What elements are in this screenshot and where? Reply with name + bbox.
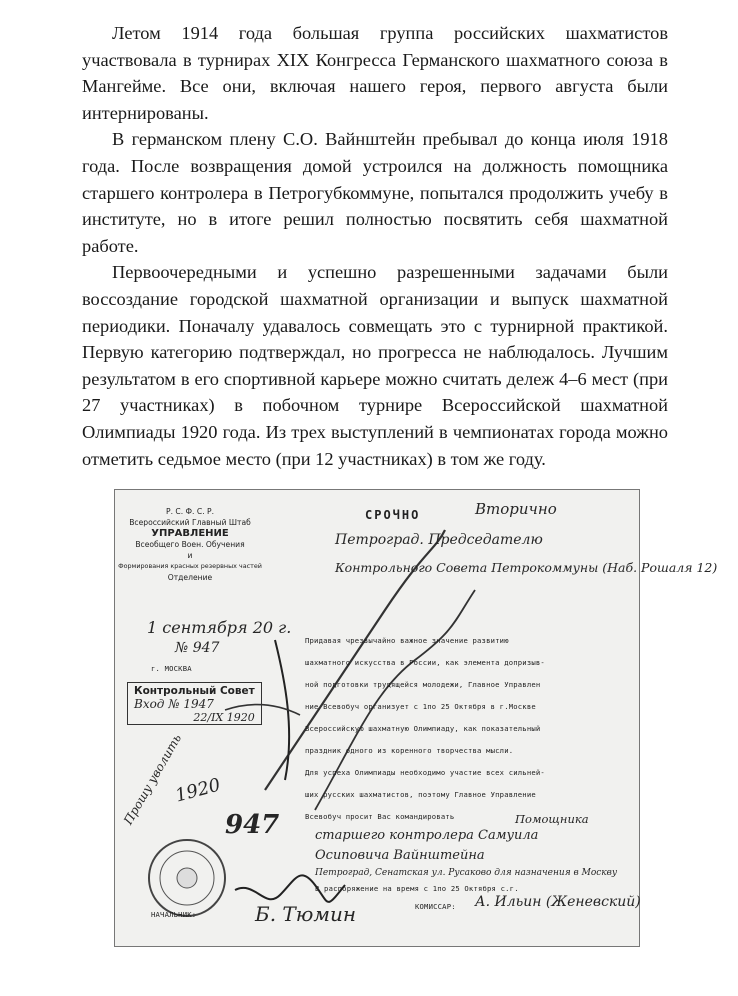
typed-body <box>305 630 545 828</box>
body-line: ших русских шахматистов, поэтому Главное Управление <box>305 790 536 799</box>
headquarters-stamp <box>115 506 265 583</box>
commissar-signature: А. Ильин (Женевский) <box>475 894 641 910</box>
control-council-title: Контрольный Совет <box>134 685 255 697</box>
body-line: праздник одного из коренного творчества мысли. <box>305 746 514 755</box>
body-line: ние Всевобуч организует с 1по 25 Октября в г.Москве <box>305 702 536 711</box>
body-line: Всевобуч просит Вас командировать <box>305 812 455 821</box>
body-line: Для успеха Олимпиады необходимо участие всех сильней- <box>305 768 545 777</box>
second-time-note: Вторично <box>475 500 557 518</box>
stamp-line: Отделение <box>167 573 213 582</box>
stamp-line: и <box>187 551 193 560</box>
urgent-heading: СРОЧНО <box>365 508 421 522</box>
paragraph-2: В германском плену С.О. Вайнштейн пребывал до конца июля 1918 года. После возвращения домой устроился на должность помощника старшего контролера в Петрогубкоммуне, попытался продолжить учебу в институте, но в итоге решил полностью посвятить себя шахматной работе. <box>82 129 668 256</box>
body-line: Придавая чрезвычайно важное значение развитию <box>305 636 509 645</box>
margin-number: 947 <box>225 810 280 840</box>
body-line: Всероссийскую шахматную Олимпиаду, как показательный <box>305 724 541 733</box>
chief-label: НАЧАЛЬНИК: <box>151 910 197 919</box>
address-line: Петроград. Председателю <box>335 532 543 548</box>
paragraph-3: Первоочередными и успешно разрешенными задачами были воссоздание городской шахматной организации и выпуск шахматной периодики. Поначалу удавалось совмещать это с турнирной практикой. Первую категорию подтверждал, но прогресса не наблюдалось. Лучшим результатом в его спортивной карьере можно считать дележ 4–6 мест (при 27 участниках) в побочном турнире Всероссийской шахматной Олимпиады 1920 года. Из трех выступлений в чемпионатах города можно отметить седьмое место (при 12 участниках) в том же году. <box>82 262 668 469</box>
incoming-number: Вход № 1947 <box>134 697 214 711</box>
paragraph-1: Летом 1914 года большая группа российских шахматистов участвовала в турнирах XIX Конгресса Германского шахматного союза в Мангейме. Все они, включая нашего героя, первого августа были интернированы. <box>82 23 668 123</box>
handwritten-address: Петроград, Сенатская ул. Русаково для назначения в Москву <box>315 868 618 878</box>
margin-resolution: Прошу уволить <box>121 731 185 827</box>
handwritten-name-line: Осиповича Вайнштейна <box>315 848 485 863</box>
commissar-label: КОМИССАР: <box>415 902 456 911</box>
stamp-line: Р. С. Ф. С. Р. <box>165 507 215 516</box>
margin-year: 1920 <box>173 774 223 807</box>
control-council-box <box>127 682 262 725</box>
stamp-line: Всеобщего Воен. Обучения <box>135 540 245 549</box>
archival-document <box>114 489 718 947</box>
chief-signature: Б. Тюмин <box>255 902 356 926</box>
address-line: Контрольного Совета Петрокоммуны (Наб. Рошаля 12) <box>335 560 718 575</box>
outgoing-number: № 947 <box>175 640 220 656</box>
stamp-line: Всероссийский Главный Штаб <box>129 518 251 527</box>
city-label: г. МОСКВА <box>151 664 192 673</box>
handwritten-name-line: старшего контролера Самуила <box>315 828 539 843</box>
body-line: шахматного искусства в России, как элемента допризыв- <box>305 658 545 667</box>
body-line: ной подготовки трудящейся молодежи, Главное Управлен <box>305 680 541 689</box>
stamp-line: УПРАВЛЕНИЕ <box>151 528 229 539</box>
date-handwritten: 1 сентября 20 г. <box>147 618 292 637</box>
body-line: В распоряжение на время с 1по 25 Октября с.г. <box>315 884 519 893</box>
article-text <box>82 20 668 472</box>
stamp-line: Формирования красных резервных частей <box>118 562 262 570</box>
incoming-date: 22/IX 1920 <box>193 711 255 724</box>
handwritten-position: Помощника <box>515 812 589 826</box>
